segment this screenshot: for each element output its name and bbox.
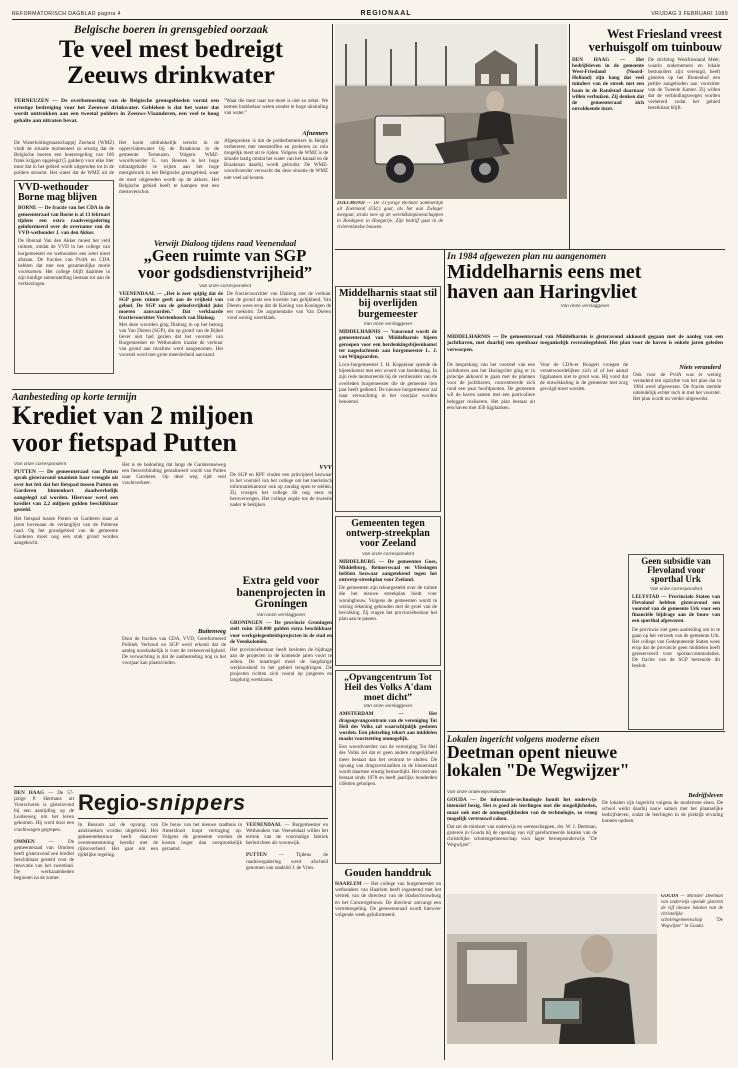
deetman-kicker: Lokalen ingericht volgens moderne eisen	[447, 734, 600, 744]
column-rule-2	[444, 250, 445, 1060]
mest-headline-1: Te veel mest bedreigt	[58, 36, 284, 63]
deetman-body-2: De lokalen zijn ingericht volgens de modernste eisen. De school werkt daarbij nauw samen met het plaatselijke bedrijfsleven, zodat de leerlingen in de praktijk ervaring kunnen opdoen.	[602, 800, 723, 825]
mest-subhead: Afnemers	[302, 130, 328, 137]
header-section: REGIONAAL	[360, 10, 412, 17]
krediet-kicker: Aanbesteding op korte termijn	[12, 392, 137, 403]
subsidie-lead-wrap: LELYSTAD — Provinciale Staten van Flevoland hebben gisteravond een voorstel van de gemeente Urk voor een financiële bijdrage aan de bouw van een sporthal afgewezen.	[632, 593, 720, 625]
mest-headline-2: Zeeuws drinkwater	[67, 61, 275, 89]
wf-place: DEN HAAG	[572, 56, 610, 63]
haven-body-3: Ook voor de PvdA was er weinig veranderd ten opzichte van het plan dat in 1984 werd afgewezen. De fractie stemde uiteindelijk echter toch in met het voorstel. Het plan wordt nu verder uitgewerkt.	[633, 372, 721, 403]
vvd-headline: VVD-wethouder Borne mag blijven	[18, 182, 97, 204]
krediet-subhead: Buitenweg	[197, 628, 226, 635]
handdruk-body: Het college van burgemeester en wethouders van Haarlem heeft ingestemd met het vertrek van de directeur van de Stadsschouwburg en het Concertgebouw. De directeur ontvangt een vertrekregeling. De gemeenteraad wordt hierover volgende week geïnformeerd.	[335, 881, 441, 918]
gemeenten-box	[335, 516, 441, 666]
regio-item-2-place: OMMEN	[14, 838, 35, 845]
wf-columns	[572, 57, 722, 229]
vvd-lead-wrap: BORNE — De fractie van het CDA in de gemeenteraad van Borne is al 13 februari tijdens een extra raadsvergadering geïnformeerd over de overname van de VVD-wethouder J. van den Akker.	[18, 205, 111, 237]
regio-item-1-wrap: DEN HAAG — De 57-jarige P. Hermans uit Voorschoten is gisteravond bij een aanrijding op de Leidseweg om het leven gekomen. Hij werd door een vrachtwagen gegrepen. OMMEN — De gemeenteraad van Ommen heeft gisteravond een krediet beschikbaar gesteld voor de renovatie van het zwembad. De werkzaamheden beginnen na de zomer.	[14, 790, 74, 882]
wf-lead: Het bedrijfsleven in de gemeente West-Friesland (Noord-Holland) zijn bang dat veel tuinders van de streek met een baan in de Randstad daarnaar willen verhuizen. Zij denken dat de gemeenteraad zich onvoldoende inzet.	[572, 56, 645, 113]
regio-item-2: De gemeenteraad van Ommen heeft gisteravond een krediet beschikbaar gesteld voor de renovatie van het zwembad. De werkzaamheden beginnen na de zomer.	[14, 838, 74, 882]
sgp-columns	[119, 291, 331, 381]
article-west-friesland	[572, 28, 722, 246]
regio-item-5-wrap: VEENENDAAL — Burgemeester en Wethouders van Veenendaal willen het terrein van de voormalige fabriek herinrichten als woonwijk. PUTTEN — Tijdens de raadsvergadering werd afscheid genomen van raadslid J. de Vries.	[246, 822, 328, 871]
tot-heil-byline: Van onze verslaggever	[363, 704, 413, 710]
deetman-lead: GOUDA — De informatie-technologie houdt het onderwijs intensief bezig. Het is goed als leerlingen met die mogelijkheden, maar ook met de onmogelijkheden van de technologie, zo vroeg mogelijk vertrouwd raken.	[447, 797, 597, 822]
photo-moped-rider	[335, 24, 567, 199]
krediet-body-2: Het is de bedoeling dat langs de Garderenseweg een fietsverbinding gerealiseerd wordt van Putten naar Garderen. Op deze weg rijdt veel vrachtverkeer.	[122, 462, 226, 487]
regio-snippers-layout	[14, 790, 332, 1052]
mh-place: MIDDELHARNIS	[339, 329, 381, 336]
krediet-col-1	[14, 462, 118, 782]
subsidie-byline: Van onze correspondent	[649, 586, 703, 592]
deetman-headline-2: lokalen "De Wegwijzer"	[447, 759, 630, 780]
regio-item-5-place: VEENENDAAL	[246, 822, 282, 828]
sgp-headline-2: voor godsdienstvrijheid”	[137, 262, 313, 282]
gemeenten-lead: De gemeenten Goes, Middelburg, Reimerswaal en Vlissingen hebben bezwaar aangetekend tegen het ontwerp-streekplan voor Zeeland.	[339, 558, 437, 584]
regio-item-1: De 57-jarige P. Hermans uit Voorschoten is gisteravond bij een aanrijding op de Leidseweg om het leven gekomen. Hij werd door een vrachtwagen gegrepen.	[14, 790, 74, 833]
haven-body-1: De bespreking van het voorstel van een jachthaven aan het Haringvliet ging er in principe akkoord te gaan met de plannen voor de jachthaven, concentreerde zich rond een paar hoofdpunten. De gemeente wil de haven samen met een particuliere belegger realiseren. Het plan bestaat uit een haven met 450 ligplaatsen.	[447, 362, 535, 411]
sgp-headline-1: „Geen ruimte van SGP	[143, 246, 307, 265]
vvv-body: De SGP en RPF vinden een principieel bezwaar in het voorstel van het college om het toeristisch informatiekantoor ook op zondag open te stellen. Zij vroegen het college dit nog eens te heroverwegen. Het college zegde toe de kwestie nader te bekijken.	[230, 472, 332, 509]
regio-title	[78, 790, 328, 819]
deetman-subhead: Bedrijfsleven	[688, 792, 723, 799]
krediet-byline: Van onze correspondent	[14, 462, 67, 467]
krediet-body-3: Door de fracties van CDA, VVD, Gereformeerd Politiek Verbond en SGP werd erkend dat de aanleg noodzakelijk is voor de verkeersveiligheid. De verwachting is dat de aanbesteding nog in het voorjaar kan plaatsvinden.	[122, 636, 226, 667]
extra-geld-body: Het provinciebestuur heeft besloten de bijdrage aan de projecten in de komende jaren voort te zetten. De maatregel moet de langdurige werkloosheid in het gebied terugdringen. De projecten richten zich vooral op jongeren en langdurig werklozen.	[230, 646, 332, 684]
vvd-place: BORNE	[18, 205, 37, 212]
header-paper-name: REFORMATORISCH DAGBLAD pagina 4	[12, 11, 121, 17]
wf-body: De stichting Westfriesland Méér, waarin ondernemers en lokale bestuurders zijn verenigd, heeft gisteren op het Binnenhof een petitie aangeboden aan voorzitter van de Tweede Kamer. Zij willen dat de verbindingswegen worden verbeterd zodat het gebied bereikbaar blijft.	[648, 56, 720, 112]
deetman-headline-1: Deetman opent nieuwe	[447, 742, 618, 762]
subsidie-place: LELYSTAD	[632, 593, 660, 600]
geen-subsidie-box	[628, 554, 724, 730]
regio-main	[78, 790, 328, 1052]
vvv-label: VVV	[319, 464, 332, 471]
photo-deetman	[447, 894, 657, 1044]
haven-headline-1: Middelharnis eens met	[447, 261, 642, 283]
tot-heil-lead-wrap: AMSTERDAM — Het drugsopvangcentrum van de vereniging Tot Heil des Volks zal waarschijnlijk gesloten worden. Een plotseling tekort aan middelen maakt voortzetting onmogelijk.	[339, 711, 437, 743]
mest-body-4: Afgesproken is dat de polderbemesters in België verbeteren met meststoffen en proberen zo min mogelijk mest uit te rijden. Volgens de WMZ is de situatie lastig omdat het water van het kanaal en de Braakman daarbij wordt gebruikt. De WMZ-woordvoerder verwacht dat deze situatie de WMZ niet veel zal kosten.	[224, 138, 328, 181]
deetman-caption-place: GOUDA	[661, 894, 679, 899]
gemeenten-place: MIDDELBURG	[339, 558, 376, 565]
tot-heil-body: Een woordvoerder van de vereniging Tot Heil des Volks zei dat er geen andere mogelijkheid meer bestaat dan het centrum te sluiten. De opvang van drugsverslaafden in de binnenstad wordt daarmee ernstig bemoeilijkt. Het centrum bestaat sinds 1978 en heeft jaarlijks honderden cliënten geholpen.	[339, 744, 437, 787]
sgp-byline: Van onze correspondent	[198, 283, 252, 289]
haven-body-2: Voor de CDA-er Boogert vroegen de verantwoordelijken zich af of het aantal ligplaatsen niet te groot was. Hij vond dat de ontwikkeling in de gemeente met zorg gevolgd moet worden.	[540, 362, 628, 393]
extra-geld-headline: Extra geld voor banenprojecten in Groningen	[236, 576, 326, 611]
gemeenten-headline: Gemeenten tegen ontwerp-streekplan voor Zeeland	[346, 518, 430, 550]
photo-caption-text: ZOELMOND — De 21-jarige Richard Sommerdijk uit Zoelmond (Gld.) gaat, als het aan Zwinger meegaat, straks mee op de wereldkampioenschappen in Boedapest in Hongarije. Zijn bedrijf gaat in de rivierenlandse bouwen.	[337, 201, 443, 230]
tot-heil-place: AMSTERDAM	[339, 711, 374, 718]
column-rule-1	[332, 24, 333, 1060]
mest-lead: TERNEUZEN — De overbemesting van de Belgische grensgebieden vormt een ernstige bedreiging voor het Zeeuwse drinkwater. Gebleken is dat het water dat wordt onttrokken aan een tweetal polders in Zeeuws-Vlaanderen, een veel te hoog gehalte aan nitraten bevat.	[14, 98, 219, 124]
regio-item-4: De bouw van het nieuwe raadhuis in Amersfoort loopt vertraging op. Volgens de gemeente worden de kosten hoger dan oorspronkelijk geraamd.	[162, 822, 242, 853]
regio-item-1-place: DEN HAAG	[14, 790, 45, 796]
middelharnis-box	[335, 286, 441, 512]
regio-item-6: Tijdens de raadsvergadering werd afscheid genomen van raadslid J. de Vries.	[246, 852, 328, 871]
mest-kicker: Belgische boeren in grensgebied oorzaak	[73, 24, 269, 36]
extra-geld-lead-wrap: GRONINGEN — De provincie Groningen stelt ruim 150.000 gulden extra beschikbaar voor werkgelegenheidsprojecten in de stad en de Veenkoloniën.	[230, 620, 332, 645]
mh-lead-wrap: MIDDELHARNIS — Vanavond wordt de gemeenteraad van Middelharnis bijeen geroepen voor een herdenkingsbijeenkomst ter nagedachtenis aan burgemeester L. J. van Wijngaarden.	[339, 329, 437, 361]
extra-geld-lead: De provincie Groningen stelt ruim 150.000 gulden extra beschikbaar voor werkgelegenheidsprojecten in de stad en de Veenkoloniën.	[230, 620, 332, 645]
row-rule-1	[335, 249, 725, 250]
deetman-col-1	[447, 790, 597, 890]
regio-item-6-place: PUTTEN	[246, 852, 267, 859]
vvd-lead: De fractie van het CDA in de gemeenteraad van Borne is al 13 februari tijdens een extra raadsvergadering geïnformeerd over de overname van de VVD-wethouder J. van den Akker.	[18, 205, 111, 237]
mest-right-col	[224, 98, 328, 234]
deetman-byline: Van onze onderwijsredactie	[447, 790, 506, 795]
wf-headline: West Friesland vreest verhuisgolf om tuinbouw	[588, 28, 722, 54]
handdruk-place: HAARLEM	[335, 881, 362, 888]
header-date: VRIJDAG 3 FEBRUARI 1989	[651, 11, 728, 17]
tot-heil-headline: „Opvangcentrum Tot Heil des Volks A'dam moet dicht”	[344, 672, 432, 703]
sgp-lead: VEENENDAAL — „Het is zeer spijtig dat de SGP geen ruimte geeft aan de vrijheid van geloof. De SGP zou de geloofsvrijheid juist moeten aanvaarden." Dat verklaarde fractievoorzitter Vorstenbosch van Dialoog.	[119, 290, 223, 322]
row-rule-3	[12, 389, 332, 390]
tot-heil-lead: Het drugsopvangcentrum van de vereniging Tot Heil des Volks zal waarschijnlijk gesloten worden. Een plotseling tekort aan middelen maakt voortzetting onmogelijk.	[339, 711, 437, 743]
regio-item-5: Burgemeester en Wethouders van Veenendaal willen het terrein van de voormalige fabriek herinrichten als woonwijk.	[246, 822, 328, 847]
sgp-kicker: Verwijt Dialoog tijdens raad Veenendaal	[153, 238, 297, 248]
extra-geld-byline: Van onze verslaggever	[256, 613, 306, 619]
page-header	[12, 6, 728, 20]
sgp-body-2: De fractievoorzitter van Dialoog ziet de verhuur van de grond als een kwestie van gelijkheid. Van Dieren wees erop dat de Koning van Koningen de eer toekomt. De argumentatie van Van Dieren vond weinig weerklank.	[227, 290, 331, 322]
mest-body-1: De Waterleidingmaatschappij Zeeland (WMZ) vindt de situatie momenteel zo ernstig dat de Belgische boeren een boeteregeling van 100 frank krijgen opgelegd (5 gulden) voor elke liter mest dat in het gebied wordt uitgereden tot in de polders stroomt. Het water dat de WMZ uit de	[14, 140, 114, 176]
sgp-body-1: Met deze woorden ging Dialoog in op het betoog van Van Dieren (SGP), die op grond van de Bijbel liever niet had gezien dat het voorstel van Burgemeester en Wethouders inzake de verhuur van grond aan moslims werd aangenomen. Het voorstel werd met grote meerderheid aanvaard.	[119, 321, 223, 359]
regio-snippers	[14, 786, 332, 1056]
deetman-body-1: Dat zei de minister van onderwijs en wetenschappen, drs. W. J. Deetman, gisteren in Gouda bij de opening van vijf gereformeerde lokalen van de christelijke scholengemeenschap voor lager beroepsonderwijs "De Wegwijzer".	[447, 824, 597, 849]
photo-caption-body: De 21-jarige Richard Sommerdijk uit Zoelmond (Gld.) gaat, als het aan Zwinger meegaat, straks mee op de wereldkampioenschappen in Boedapest in Hongarije. Zijn bedrijf gaat in de rivierenlandse bouwen.	[337, 201, 443, 230]
extra-geld-place: GRONINGEN	[230, 620, 263, 627]
krediet-col-2b	[122, 626, 226, 776]
gemeenten-lead-wrap: MIDDELBURG — De gemeenten Goes, Middelburg, Reimerswaal en Vlissingen hebben bezwaar aangetekend tegen het ontwerp-streekplan voor Zeeland.	[339, 558, 437, 584]
regio-item-3: In Bussum zal de opvang van asielzoekers worden uitgebreid. Het gemeentebestuur heeft daarover overeenstemming bereikt met de rijksoverheid. Het gaat om een tijdelijke regeling.	[78, 822, 158, 859]
article-extra-geld	[230, 576, 332, 776]
haven-lead-box	[447, 334, 723, 360]
haven-headline-2: haven aan Haringvliet	[447, 281, 638, 304]
mest-body-3: "Waar die mest naar toe moet is niet zo zeker. We nemen brabbelaar weten zonder te hoge uitstraling van water."	[224, 98, 328, 117]
krediet-body-1: Het fietspad tussen Putten en Garderen staat al jaren bovenaan de verlanglijst van de Puttense raad. Op het grondgebied van de gemeente Garderen moet nog een stuk grond worden aangekocht.	[14, 515, 118, 547]
article-krediet-heading	[12, 392, 332, 462]
mest-lead-box	[14, 98, 219, 138]
subsidie-body: De provincie ziet geen aanleiding om in te gaan op het verzoek van de gemeente Urk. Het college van Gedeputeerde Staten wees erop dat de provincie geen middelen heeft gereserveerd voor sportaccommodaties. De fractie van de SGP betreurde dit besluit.	[632, 626, 720, 670]
mh-byline: Van onze verslaggever	[363, 322, 413, 328]
deetman-caption-text: GOUDA — Minister Deetman van onderwijs opende gisteren de vijf nieuwe lokalen van de christelijke scholengemeenschap "De Wegwijzer" in Gouda.	[661, 894, 723, 929]
haven-lead: MIDDELHARNIS — De gemeenteraad van Middelharnis is gisteravond akkoord gegaan met de aanleg van een jachthaven, met daarbij een openbaar toegankelijk recreatiegebied. Het plan voor de haven is enkele jaren geleden verworpen.	[447, 334, 723, 353]
handdruk-body-wrap: HAARLEM — Het college van burgemeester en wethouders van Haarlem heeft ingestemd met het vertrek van de directeur van de Stadsschouwburg en het Concertgebouw. De directeur ontvangt een vertrekregeling. De gemeenteraad wordt hierover volgende week geïnformeerd.	[335, 881, 441, 918]
deetman-caption	[661, 894, 723, 1044]
haven-byline: Van onze verslaggever	[560, 303, 610, 309]
regio-title-2: snippers	[146, 790, 247, 815]
krediet-headline-1: Krediet van 2 miljoen	[12, 401, 254, 430]
photo-caption-place: ZOELMOND	[337, 201, 365, 206]
article-vvv	[230, 462, 332, 572]
mest-body-2: Het komt uitdrukkelijk terecht in de oppervlaktewater bij de Braakman in de gemeente Terneuzen. Volgens WMZ-woordvoerder G. van Reenen is het hoge nitraatgehalte te wijten aan het hoge mestgebruik in het Belgische grensgebied, waar de mest uitgereden wordt op de akkers. Het Belgische gebied heeft te kampen met een mestoverschot.	[119, 140, 219, 195]
deetman-col-2	[602, 790, 723, 890]
row-rule-2	[447, 731, 725, 732]
haven-kicker: In 1984 afgewezen plan nu aangenomen	[447, 252, 607, 262]
article-haven-heading	[447, 252, 723, 332]
article-deetman-heading	[447, 734, 723, 786]
haven-col-3	[633, 362, 721, 548]
article-handdruk	[335, 868, 441, 1058]
wf-col-1	[572, 57, 644, 227]
mh-lead: Vanavond wordt de gemeenteraad van Middelharnis bijeen geroepen voor een herdenkingsbijeenkomst ter nagedachtenis aan burgemeester L. J. van Wijngaarden.	[339, 329, 437, 361]
handdruk-headline: Gouden handdruk	[344, 868, 432, 879]
tot-heil-box	[335, 670, 441, 864]
mh-headline: Middelharnis staat stil bij overlijden burgemeester	[339, 288, 437, 320]
subsidie-headline: Geen subsidie van Flevoland voor sporthal Urk	[641, 556, 711, 585]
regio-columns	[78, 822, 328, 1042]
regio-title-1: Regio-	[78, 790, 147, 815]
krediet-lead: PUTTEN — De gemeenteraad van Putten sprak gisteravond unaniem haar vreugde uit over het feit dat het fietspad tussen Putten en Garderen binnenkort daadwerkelijk aangelegd zal worden. Hiervoor werd een krediet van 2,2 miljoen gulden beschikbaar gesteld.	[14, 469, 118, 514]
gemeenten-byline: Van onze correspondent	[361, 551, 415, 557]
photo-caption	[337, 201, 443, 281]
sgp-col-1	[119, 291, 223, 381]
krediet-headline-2: voor fietspad Putten	[12, 427, 237, 457]
gemeenten-body: De gemeenten zijn teleurgesteld over de ruimte die het nieuwe streekplan biedt voor woningbouw. Volgens de gemeenten wordt te weinig rekening gehouden met de groei van de bevolking. Zij vragen het provinciebestuur het plan aan te passen.	[339, 585, 437, 622]
wf-lead-wrap: DEN HAAG — Het bedrijfsleven in de gemeente West-Friesland (Noord-Holland) zijn bang dat veel tuinders van de streek met een baan in de Randstad daarnaar willen verhuizen. Zij denken dat de gemeenteraad zich onvoldoende inzet.	[572, 56, 645, 113]
haven-subhead: Niets veranderd	[679, 364, 721, 371]
article-sgp	[119, 238, 331, 388]
column-rule-3	[569, 24, 570, 250]
vvd-box	[14, 180, 114, 374]
deetman-caption-body: Minister Deetman van onderwijs opende gisteren de vijf nieuwe lokalen van de christelijke scholengemeenschap "De Wegwijzer" in Gouda.	[661, 894, 723, 929]
mh-body: Loco-burgemeester J. H. Koppelaar opende de bijeenkomst met een woord van herdenking. In zijn rede memoreerde hij de verdiensten van de overleden burgemeester die de gemeente tien jaar heeft gediend. De nieuwe burgemeester zal naar verwachting in het voorjaar worden benoemd.	[339, 362, 437, 405]
vvd-body: De liberaal Van den Akker moest het veld ruimen, omdat de VVD in het college van burgemeester en wethouders een zetel moet afstaan. De fracties van PvdA en CDA hebben dat met een gezamenlijke motie voorkomen. Het college blijft daarmee in zijn huidige samenstelling bestaan tot aan de verkiezingen.	[18, 238, 110, 288]
subsidie-lead: Provinciale Staten van Flevoland hebben gisteravond een voorstel van de gemeente Urk voor een financiële bijdrage aan de bouw van een sporthal afgewezen.	[632, 593, 720, 625]
